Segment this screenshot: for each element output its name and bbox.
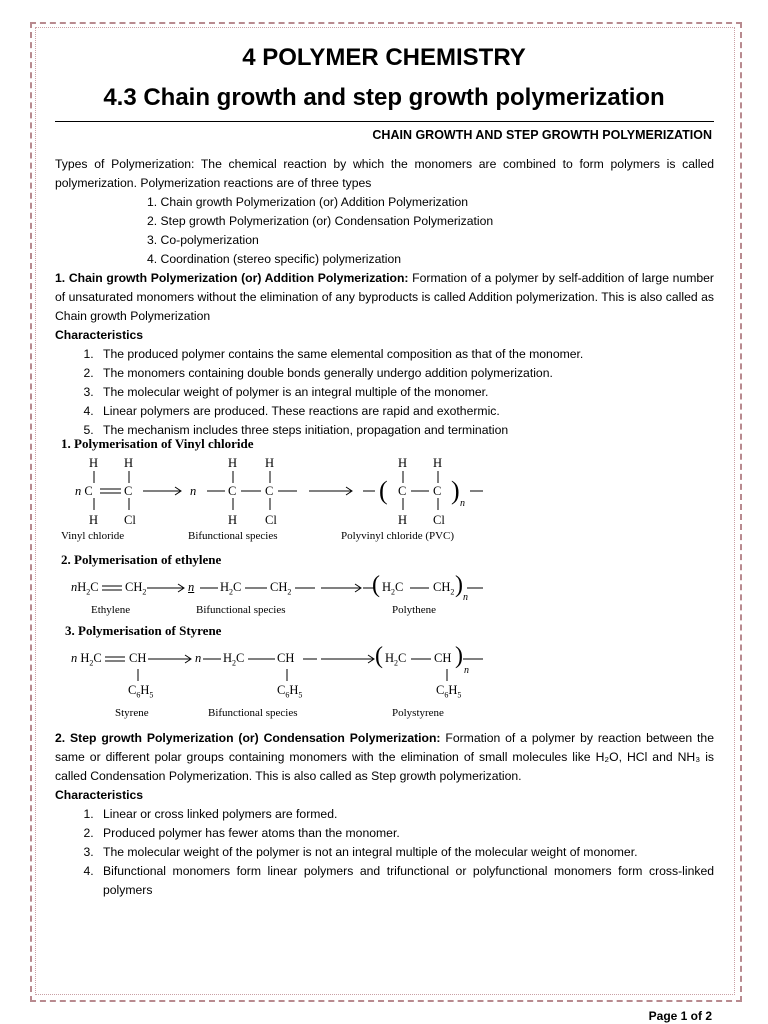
page-title: 4 POLYMER CHEMISTRY [242,44,526,71]
list-item: 5. The mechanism includes three steps initiation, propagation and termination [97,421,714,440]
intro-section [55,155,714,440]
list-item: 1. The produced polymer contains the same elemental composition as that of the monomer. [97,345,714,364]
chain-growth-paragraph [55,269,714,326]
chain-characteristics-heading: Characteristics [55,328,144,342]
reactant-label: Ethylene [91,604,131,616]
step-characteristics-list [55,805,714,900]
step-growth-section [55,729,714,900]
header-rule [55,121,714,122]
chain-characteristics-list [55,345,714,440]
list-item: 4. Bifunctional monomers form linear polymers and trifunctional or polyfunctional monomers form cross-linked polymers [97,862,714,900]
list-item: 2. The monomers containing double bonds generally undergo addition polymerization. [97,364,714,383]
page-subtitle: 4.3 Chain growth and step growth polymerization [103,84,665,111]
chain-growth-heading: 1. Chain growth Polymerization (or) Addition Polymerization: [55,271,409,285]
list-item: 3. The molecular weight of polymer is an integral multiple of the monomer. [97,383,714,402]
intermediate-label: Bifunctional species [188,530,278,542]
reactant-label: Vinyl chloride [61,530,125,542]
product-label: Polythene [392,604,436,616]
polymerization-types-list [55,193,714,269]
list-item: 3. The molecular weight of the polymer is not an integral multiple of the molecular weight of monomer. [97,843,714,862]
reactant-label: Styrene [115,707,149,719]
styrene-bonds-drawing [55,623,715,723]
type-item: 1. Chain growth Polymerization (or) Addition Polymerization [147,195,469,209]
intermediate-label: Bifunctional species [208,707,298,719]
chain-growth-text: Formation of a polymer by self-addition of large number of unsaturated monomers without the elimination of any byproducts is called Addition polymerization. This is also called as Chain growth Polymerization [55,271,714,323]
type-item: 2. Step growth Polymerization (or) Condensation Polymerization [147,214,494,228]
step-growth-paragraph [55,729,714,786]
step-characteristics-heading: Characteristics [55,788,144,802]
reaction-title: 2. Polymerisation of ethylene [61,552,222,567]
reaction-title: 3. Polymerisation of Styrene [65,623,222,638]
product-label: Polystyrene [392,707,444,719]
step-growth-heading: 2. Step growth Polymerization (or) Condensation Polymerization: [55,731,441,745]
list-item: 4. Linear polymers are produced. These reactions are rapid and exothermic. [97,402,714,421]
product-label: Polyvinyl chloride (PVC) [341,530,455,542]
reaction-title: 1. Polymerisation of Vinyl chloride [61,436,254,451]
type-item: 3. Co-polymerization [147,233,259,247]
section-heading: CHAIN GROWTH AND STEP GROWTH POLYMERIZATION [372,128,712,142]
intermediate-label: Bifunctional species [196,604,286,616]
list-item: 2. Produced polymer has fewer atoms than the monomer. [97,824,714,843]
list-item: 1. Linear or cross linked polymers are formed. [97,805,714,824]
step-growth-text: Formation of a polymer by reaction between the same or different polar groups containing monomers with the elimination of small molecules like H₂O, HCl and NH₃ is called Condensation Polymerization. This is also called as Step growth polymerization. [55,731,714,783]
type-item: 4. Coordination (stereo specific) polymerization [147,252,402,266]
intro-paragraph: Types of Polymerization: The chemical reaction by which the monomers are combined to form polymers is called polymerization. Polymerization reactions are of three types [55,157,714,190]
page-number: Page 1 of 2 [648,1009,712,1023]
